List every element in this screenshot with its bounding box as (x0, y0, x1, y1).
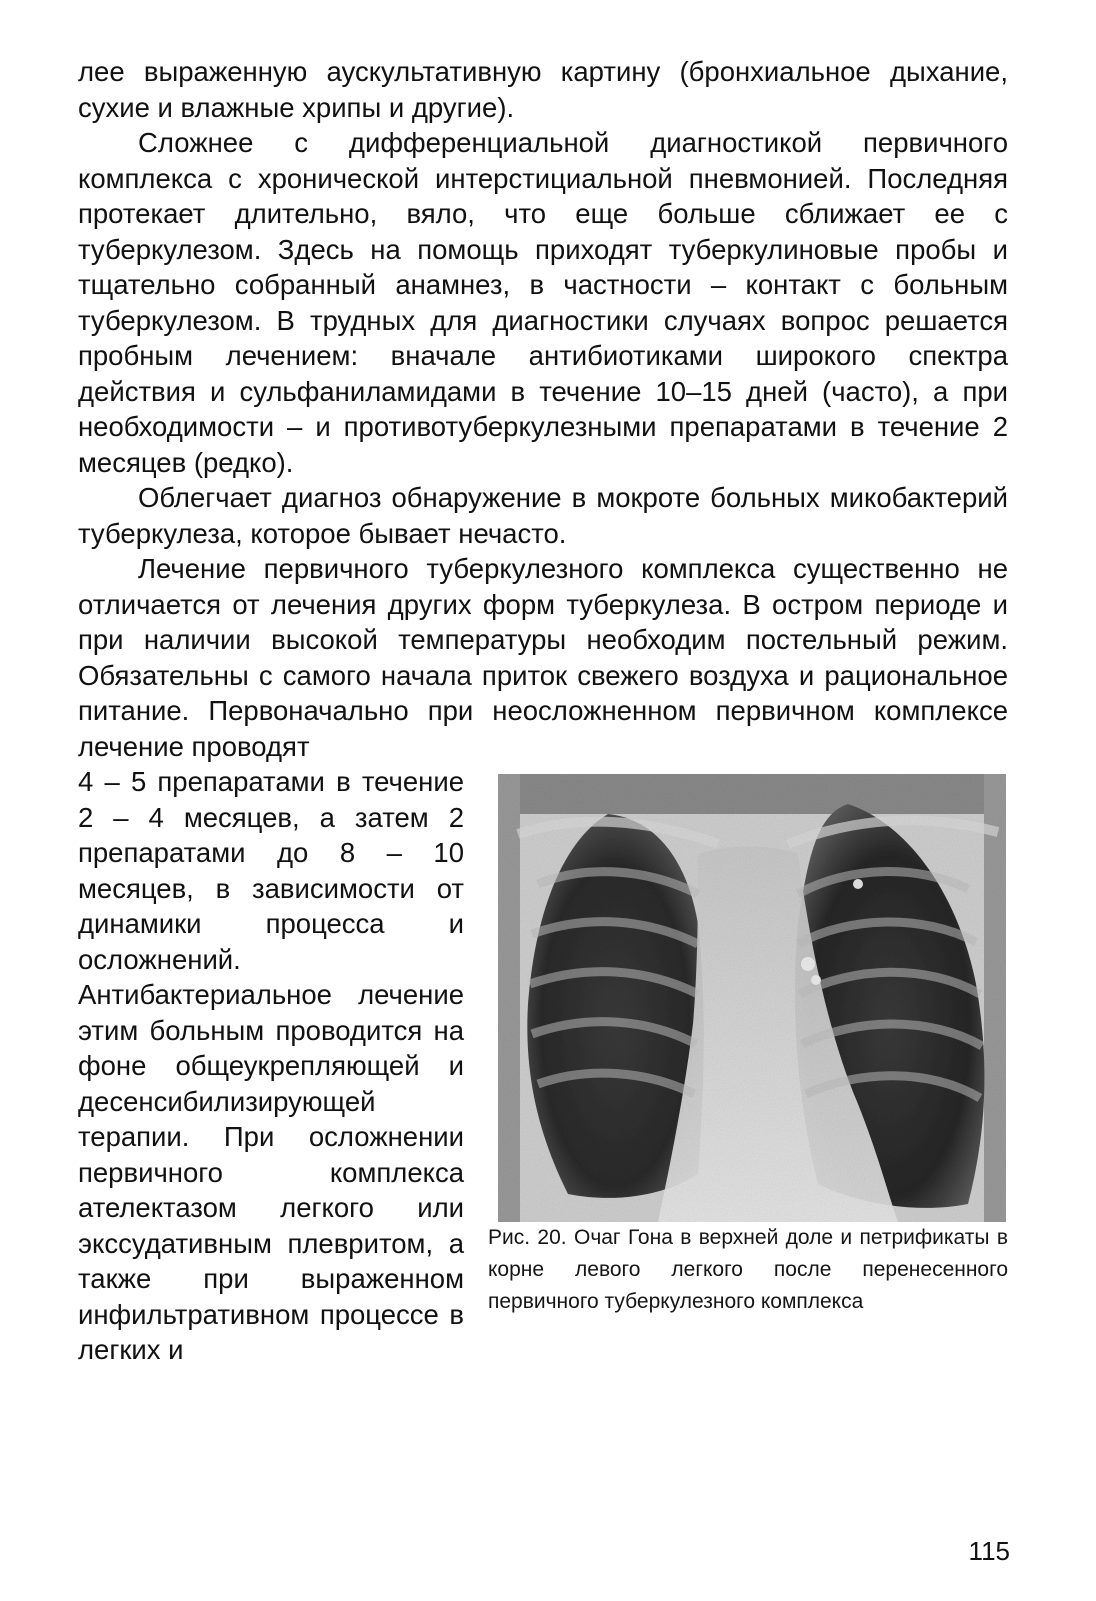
paragraph-3: Облегчает диагноз обнаружение в мокроте больных микобактерий туберкулеза, которое бывает нечасто. (78, 482, 1008, 549)
paragraph-1: лее выраженную аускультативную картину (бронхиальное дыхание, сухие и влажные хрипы и другие). (78, 56, 1008, 123)
chest-xray-image (498, 774, 1006, 1222)
paragraph-4: Лечение первичного туберкулезного комплекса существенно не отличается от лечения других форм туберкулеза. В остром периоде и при наличии высокой температуры необходим постельный режим. Обязательны с самого начала приток свежего воздуха и рациональное питание. Первоначально при неосложненном первичном комплексе лечение проводят (78, 553, 1008, 762)
body-text (78, 54, 1008, 1368)
figure-caption: Рис. 20. Очаг Гона в верхней доле и петрификаты в корне левого легкого после перенесенного первичного туберкулезного комплекса (488, 1226, 1008, 1313)
figure (488, 774, 1008, 1318)
paragraph-5: 4 – 5 препаратами в течение 2 – 4 месяцев, а затем 2 препаратами до 8 – 10 месяцев, в зависимости от динамики процесса и осложнений. Антибактериальное лечение этим больным проводится на фоне общеукрепляющей и десенсибилизирующей терапии. При осложнении первичного комплекса ателектазом легкого или экссудативным плевритом, а также при выраженном инфильтративном процессе в легких и (78, 766, 464, 1365)
page-number: 115 (968, 1536, 1010, 1566)
paragraph-2: Сложнее с дифференциальной диагностикой первичного комплекса с хронической интерстициальной пневмонией. Последняя протекает длительно, вяло, что еще больше сближает ее с туберкулезом. Здесь на помощь приходят туберкулиновые пробы и тщательно собранный анамнез, в частности – контакт с больным туберкулезом. В трудных для диагностики случаях вопрос решается пробным лечением: вначале антибиотиками широкого спектра действия и сульфаниламидами в течение 10–15 дней (часто), а при необходимости – и противотуберкулезными препаратами в течение 2 месяцев (редко). (78, 127, 1008, 478)
